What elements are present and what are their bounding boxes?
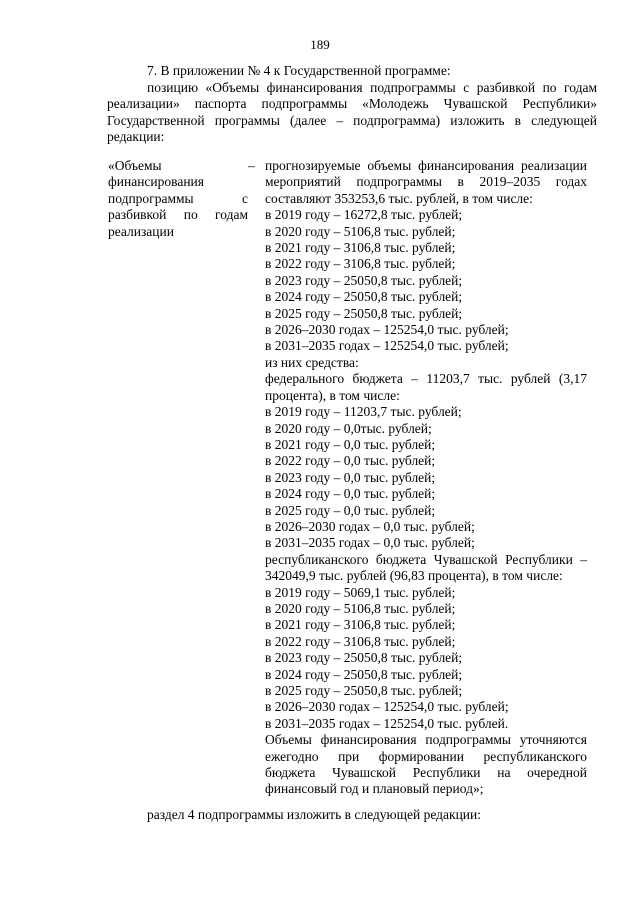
total-year-line: в 2026–2030 годах – 125254,0 тыс. рублей;: [265, 322, 509, 338]
republic-year-line: в 2021 году – 3106,8 тыс. рублей;: [265, 617, 456, 633]
federal-year-line: в 2031–2035 годах – 0,0 тыс. рублей;: [265, 535, 475, 551]
republic-year-line: в 2019 году – 5069,1 тыс. рублей;: [265, 584, 456, 600]
total-year-line: в 2020 году – 5106,8 тыс. рублей;: [265, 223, 456, 239]
table-dash: –: [248, 158, 255, 173]
federal-year-line: в 2021 году – 0,0 тыс. рублей;: [265, 436, 436, 452]
total-year-line: в 2021 году – 3106,8 тыс. рублей;: [265, 240, 456, 256]
republic-year-line: в 2026–2030 годах – 125254,0 тыс. рублей;: [265, 699, 509, 715]
federal-year-line: в 2019 году – 11203,7 тыс. рублей;: [265, 404, 462, 420]
total-year-line: в 2024 году – 25050,8 тыс. рублей;: [265, 289, 463, 305]
total-year-line: в 2025 году – 25050,8 тыс. рублей;: [265, 305, 463, 321]
republic-year-line: в 2020 году – 5106,8 тыс. рублей;: [265, 600, 456, 616]
final-instruction: раздел 4 подпрограммы изложить в следующей редакции:: [147, 807, 481, 822]
closing-note: Объемы финансирования подпрограммы уточняются ежегодно при формировании республиканского бюджета Чувашской Республики на очередной финансовый год и плановый период»;: [265, 732, 587, 797]
federal-lead: федерального бюджета – 11203,7 тыс. рублей (3,17 процента), в том числе:: [265, 371, 587, 403]
republic-lead: республиканского бюджета Чувашской Республики – 342049,9 тыс. рублей (96,83 процента), в том числе:: [265, 551, 587, 584]
total-year-line: в 2023 году – 25050,8 тыс. рублей;: [265, 272, 463, 288]
of-which-line: из них средства:: [265, 354, 359, 370]
intro-paragraph: позицию «Объемы финансирования подпрограммы с разбивкой по годам реализации» паспорта подпрограммы «Молодежь Чувашской Республики» Государственной программы (далее – подпрограмма) изложить в следующей редакции:: [107, 79, 597, 144]
republic-year-line: в 2023 году – 25050,8 тыс. рублей;: [265, 650, 463, 666]
republic-year-line: в 2025 году – 25050,8 тыс. рублей;: [265, 683, 463, 698]
federal-year-line: в 2025 году – 0,0 тыс. рублей;: [265, 502, 436, 518]
item-heading: 7. В приложении № 4 к Государственной программе:: [147, 63, 451, 78]
federal-year-line: в 2026–2030 годах – 0,0 тыс. рублей;: [265, 518, 475, 534]
federal-year-line: в 2022 году – 0,0 тыс. рублей;: [265, 453, 436, 469]
table-left-cell: «Объемы финансирования подпрограммы с разбивкой по годам реализации: [108, 158, 248, 239]
republic-year-line: в 2031–2035 годах – 125254,0 тыс. рублей.: [265, 715, 509, 731]
table-right-cell: [265, 158, 587, 798]
federal-year-line: в 2024 году – 0,0 тыс. рублей;: [265, 486, 436, 502]
funding-lead: прогнозируемые объемы финансирования реализации мероприятий подпрограммы в 2019–2035 годах составляют 353253,6 тыс. рублей, в том числе:: [265, 158, 587, 206]
total-year-line: в 2022 году – 3106,8 тыс. рублей;: [265, 256, 456, 272]
total-year-line: в 2019 году – 16272,8 тыс. рублей;: [265, 207, 463, 223]
federal-year-line: в 2023 году – 0,0 тыс. рублей;: [265, 469, 436, 485]
republic-year-line: в 2024 году – 25050,8 тыс. рублей;: [265, 666, 463, 682]
federal-year-line: в 2020 году – 0,0тыс. рублей;: [265, 420, 432, 436]
total-year-line: в 2031–2035 годах – 125254,0 тыс. рублей;: [265, 338, 509, 354]
page-number: 189: [310, 37, 330, 52]
intro-block: [107, 63, 597, 146]
republic-year-line: в 2022 году – 3106,8 тыс. рублей;: [265, 633, 456, 649]
